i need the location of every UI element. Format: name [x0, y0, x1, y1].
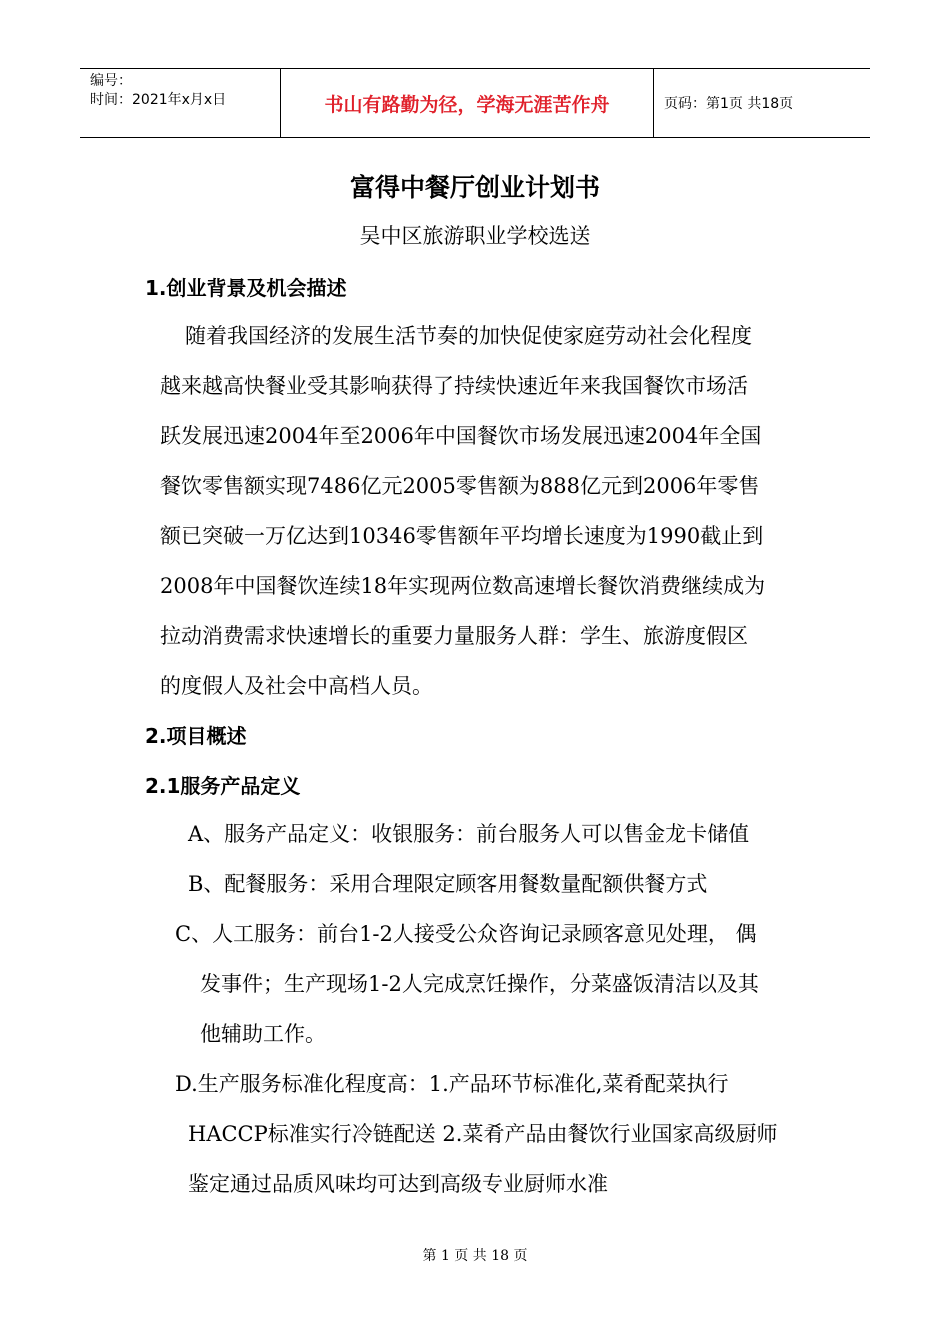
- paragraph-line: 额已突破一万亿达到10346零售额年平均增长速度为1990截止到: [160, 524, 764, 548]
- section1-heading: 1.创业背景及机会描述: [145, 276, 347, 300]
- paragraph-line: 随着我国经济的发展生活节奏的加快促使家庭劳动社会化程度: [185, 324, 752, 348]
- section2-heading: 2.项目概述: [145, 724, 247, 748]
- page-footer: 第 1 页 共 18 页: [422, 1248, 528, 1264]
- document-header: [80, 68, 870, 138]
- paragraph-line: 拉动消费需求快速增长的重要力量服务人群：学生、旅游度假区: [160, 624, 748, 648]
- header-motto: 书山有路勤为径，学海无涯苦作舟: [280, 69, 654, 137]
- time-label: 时间：2021年x月x日: [90, 92, 227, 108]
- section2-1-heading: 2.1服务产品定义: [145, 774, 301, 798]
- paragraph-line: 餐饮零售额实现7486亿元2005零售额为888亿元到2006年零售: [160, 474, 760, 498]
- paragraph-line: 2008年中国餐饮连续18年实现两位数高速增长餐饮消费继续成为: [160, 574, 766, 598]
- paragraph-line: 越来越高快餐业受其影响获得了持续快速近年来我国餐饮市场活: [160, 374, 748, 398]
- item-line: HACCP标准实行冷链配送 2.菜肴产品由餐饮行业国家高级厨师: [188, 1122, 778, 1146]
- item-line: 他辅助工作。: [200, 1022, 326, 1046]
- item-line: 发事件；生产现场1-2人完成烹饪操作，分菜盛饭清洁以及其: [200, 972, 759, 996]
- item-line: D.生产服务标准化程度高：1.产品环节标准化,菜肴配菜执行: [175, 1072, 729, 1096]
- item-line: 鉴定通过品质风味均可达到高级专业厨师水准: [188, 1172, 608, 1196]
- header-page-info: 页码：第1页 共18页: [664, 96, 794, 112]
- item-line: B、配餐服务：采用合理限定顾客用餐数量配额供餐方式: [188, 872, 708, 896]
- paragraph-line: 跃发展迅速2004年至2006年中国餐饮市场发展迅速2004年全国: [160, 424, 762, 448]
- paragraph-line: 的度假人及社会中高档人员。: [160, 674, 433, 698]
- item-line: C、人工服务：前台1-2人接受公众咨询记录顾客意见处理， 偶: [175, 922, 757, 946]
- page-subtitle: 吴中区旅游职业学校选送: [359, 224, 591, 248]
- number-label: 编号：: [90, 73, 132, 89]
- page-title: 富得中餐厅创业计划书: [349, 173, 600, 202]
- item-line: A、服务产品定义：收银服务：前台服务人可以售金龙卡储值: [188, 822, 750, 846]
- header-meta: [80, 69, 280, 137]
